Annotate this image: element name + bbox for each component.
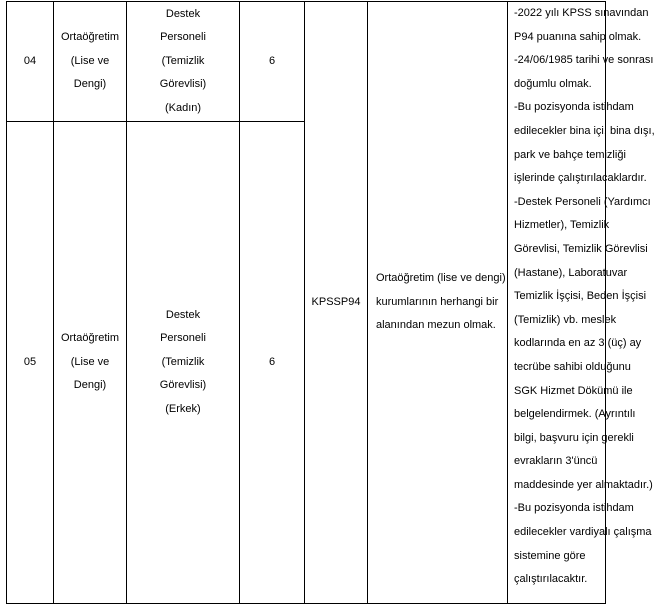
position-code: 04 (7, 2, 54, 122)
note-line: -Bu pozisyonda istihdam (514, 101, 634, 114)
positions-table (6, 1, 655, 604)
position-title: Destek Personeli (Temizlik Görevlisi) (Erkek) (127, 122, 240, 604)
note-line: maddesinde yer almaktadır.) (514, 478, 653, 491)
note-line: -Bu pozisyonda istihdam (514, 502, 634, 515)
note-line: işlerinde çalıştırılacaklardır. (514, 172, 647, 185)
note-line: bilgi, başvuru için gerekli (514, 431, 634, 444)
note-line: SGK Hizmet Dökümü ile (514, 384, 633, 397)
note-line: doğumlu olmak. (514, 77, 592, 90)
note-line: -Destek Personeli (Yardımcı (514, 195, 651, 208)
note-line: P94 puanına sahip olmak. (514, 30, 642, 43)
note-line: -24/06/1985 tarihi ve sonrası (514, 54, 654, 67)
note-line: -2022 yılı KPSS sınavından (514, 7, 649, 19)
note-line: sistemine göre (514, 549, 586, 562)
note-line: kodlarında en az 3 (üç) ay (514, 337, 642, 350)
score-type: KPSSP94 (305, 2, 368, 604)
note-line: tecrübe sahibi olduğunu (514, 360, 631, 373)
position-count: 6 (240, 122, 305, 604)
education-level: Ortaöğretim (Lise ve Dengi) (54, 122, 127, 604)
position-title: Destek Personeli (Temizlik Görevlisi) (Kadın) (127, 2, 240, 122)
note-line: Görevlisi, Temizlik Görevlisi (514, 242, 648, 255)
position-count: 6 (240, 2, 305, 122)
note-line: Hizmetler), Temizlik (514, 219, 610, 232)
qualification-text: Ortaöğretim (lise ve dengi) kurumlarının herhangi bir alanından mezun olmak. (368, 2, 508, 604)
table-row (7, 2, 606, 122)
position-code: 05 (7, 122, 54, 604)
note-line: edilecekler vardiyalı çalışma (514, 526, 652, 539)
note-line: evrakların 3'üncü (514, 455, 598, 468)
note-line: (Temizlik) vb. meslek (514, 313, 617, 326)
note-line: belgelendirmek. (Ayrıntılı (514, 408, 636, 421)
note-line: Temizlik İşçisi, Beden İşçisi (514, 290, 647, 303)
note-line: (Hastane), Laboratuvar (514, 266, 628, 279)
note-line: park ve bahçe temizliği (514, 148, 626, 161)
note-line: edilecekler bina içi, bina dışı, (514, 124, 655, 137)
special-conditions (508, 2, 655, 604)
note-line: çalıştırılacaktır. (514, 573, 588, 586)
education-level: Ortaöğretim (Lise ve Dengi) (54, 2, 127, 122)
